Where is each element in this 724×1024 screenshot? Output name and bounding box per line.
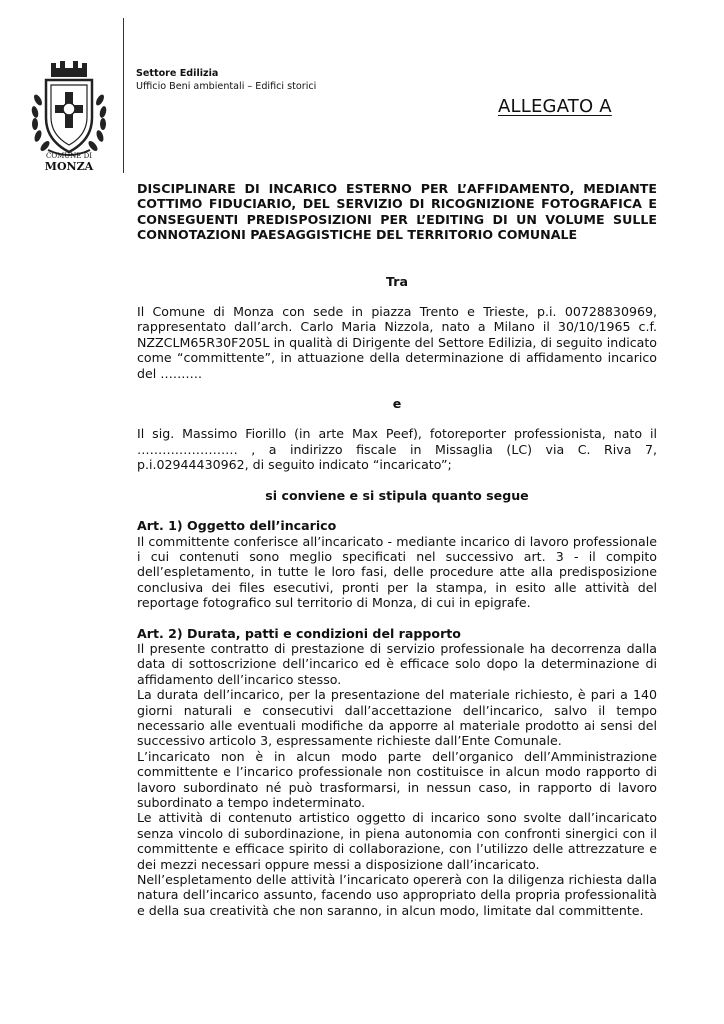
logo-caption-line1: COMUNE DI (46, 152, 92, 160)
department-block (136, 68, 316, 93)
department-name: Settore Edilizia (136, 68, 219, 79)
annex-label: ALLEGATO A (498, 96, 612, 117)
comune-di-monza-logo (24, 60, 114, 178)
art1-text: Il committente conferisce all’incaricato - mediante incarico di lavoro professionale i cui contenuti sono meglio specificati nel successivo art. 3 - il compito dell’espletamento, in tutte le loro fasi, delle procedure atte alla predisposizione conclusiva dei files esecutivi, pronti per la stampa, in esito alle attività del reportage fotografico sul territorio di Monza, di cui in epigrafe. (137, 533, 657, 611)
party1-paragraph: Il Comune di Monza con sede in piazza Trento e Trieste, p.i. 00728830969, rappresentato dall’arch. Carlo Maria Nizzola, nato a Milano il 30/10/1965 c.f. NZZCLM65R30F205L in qualità di Dirigente del Settore Edilizia, di seguito indicato come “committente”, in attuazione della determinazione di affidamento incarico del ………. (137, 304, 657, 381)
art2-paragraph-2: La durata dell’incarico, per la presentazione del materiale richiesto, è pari a 140 giorni naturali e consecutivi dall’accettazione dell’incarico, salvo il tempo necessario alle eventuali modifiche da apporre al materiale prodotto ai sensi del successivo articolo 3, espressamente richieste dall’Ente Comunale. (137, 687, 657, 749)
document-title: DISCIPLINARE DI INCARICO ESTERNO PER L’AFFIDAMENTO, MEDIANTE COTTIMO FIDUCIARIO, DEL SERVIZIO DI RICOGNIZIONE FOTOGRAFICA E CONSEGUENTI PREDISPOSIZIONI PER L’EDITING DI UN VOLUME SULLE CONNOTAZIONI PAESAGGISTICHE DEL TERRITORIO COMUNALE (137, 181, 657, 243)
and-label: e (392, 396, 402, 412)
art2-title: Art. 2) Durata, patti e condizioni del rapporto (137, 625, 461, 641)
art1-title: Art. 1) Oggetto dell’incarico (137, 518, 337, 534)
between-label: Tra (386, 273, 408, 289)
header-divider (123, 18, 124, 173)
agreement-heading: si conviene e si stipula quanto segue (265, 487, 529, 503)
logo-caption-line2: MONZA (44, 160, 94, 173)
art2-paragraph-1: Il presente contratto di prestazione di servizio professionale ha decorrenza dalla data di sottoscrizione dell’incarico ed è efficace solo dopo la determinazione di affidamento dell’incarico stesso. (137, 640, 657, 687)
party2-paragraph: Il sig. Massimo Fiorillo (in arte Max Peef), fotoreporter professionista, nato il …………………… , a indirizzo fiscale in Missaglia (LC) via C. Riva 7, p.i.02944430962, di seguito indicato “incaricato”; (137, 426, 657, 473)
art2-paragraph-5: Nell’espletamento delle attività l’incaricato opererà con la diligenza richiesta dalla natura dell’incarico assunto, facendo uso appropriato della propria professionalità e della sua creatività che non saranno, in alcun modo, limitate dal committente. (137, 872, 657, 918)
art2-paragraph-3: L’incaricato non è in alcun modo parte dell’organico dell’Amministrazione committente e l’incarico professionale non costituisce in alcun modo rapporto di lavoro subordinato né può trasformarsi, in nessun caso, in rapporto di lavoro subordinato a tempo indeterminato. (137, 748, 657, 810)
document-body (137, 181, 657, 918)
art2-paragraph-4: Le attività di contenuto artistico oggetto di incarico sono svolte dall’incaricato senza vincolo di subordinazione, in piena autonomia con confronti sinergici con il committente e efficace spirito di collaborazione, con l’utilizzo delle attrezzature e dei mezzi necessari oppure messi a disposizione dall’incaricato. (137, 810, 657, 872)
office-name: Ufficio Beni ambientali – Edifici storici (136, 80, 317, 92)
